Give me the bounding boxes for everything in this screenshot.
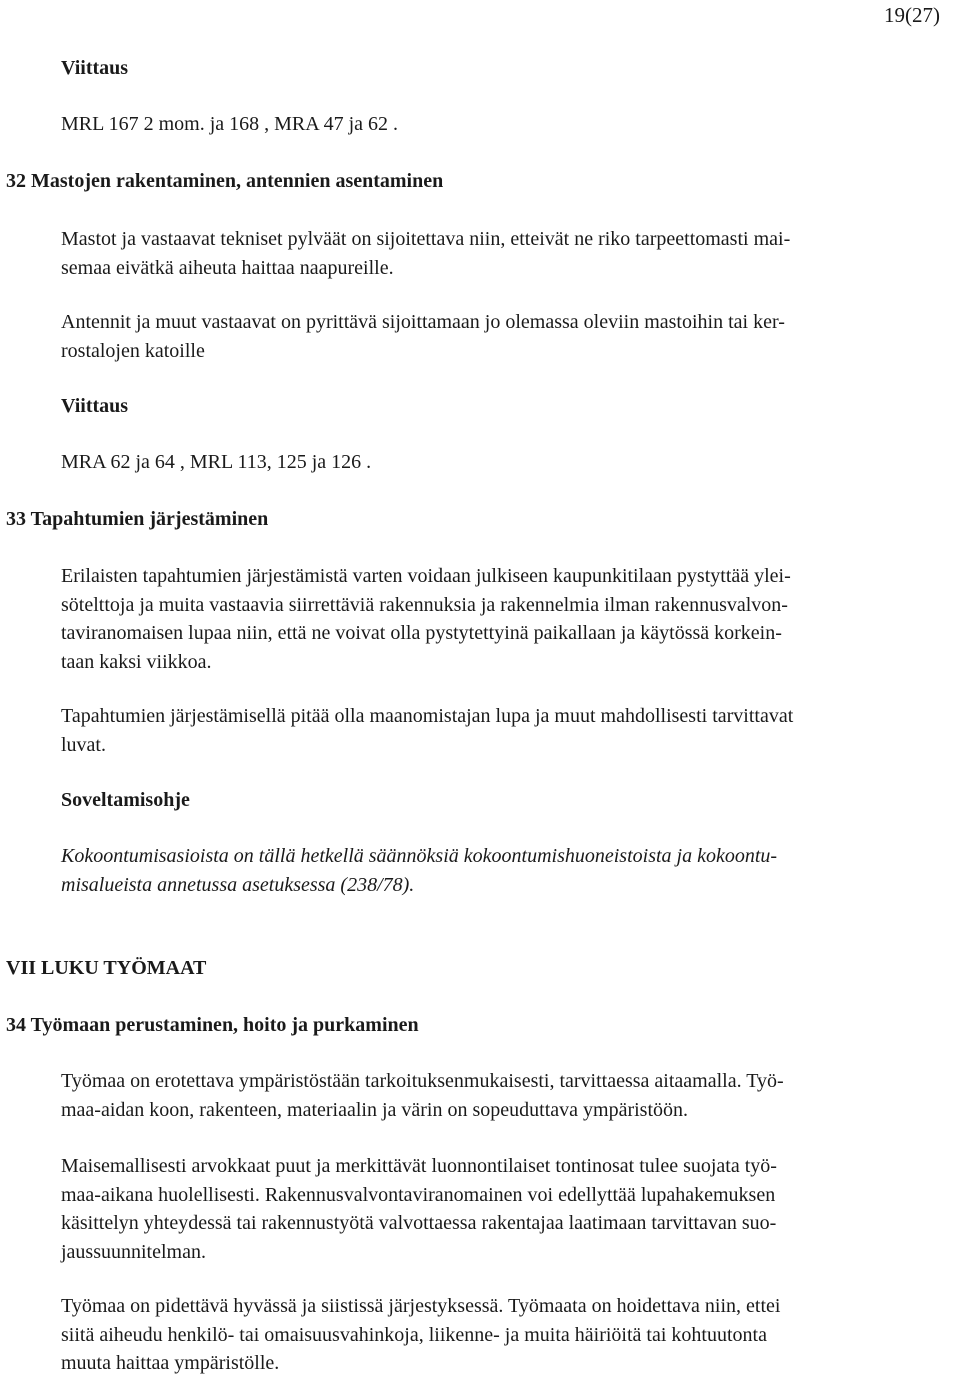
text-line: Soveltamisohje xyxy=(61,789,190,811)
reference-text xyxy=(61,448,371,477)
guidance-label xyxy=(61,786,190,815)
section-33-heading xyxy=(6,505,268,534)
reference-label xyxy=(61,392,128,421)
text-line: Mastot ja vastaavat tekniset pylväät on sijoitettava niin, etteivät ne riko tarpeettomasti mai- xyxy=(61,228,791,250)
text-line: luvat. xyxy=(61,733,106,756)
text-line: semaa eivätkä aiheuta haittaa naapureille. xyxy=(61,256,394,279)
text-line: maa-aidan koon, rakenteen, materiaalin ja värin on sopeuduttava ympäristöön. xyxy=(61,1098,689,1121)
text-line: taan kaksi viikkoa. xyxy=(61,650,212,673)
text-line: misalueista annetussa asetuksessa (238/78). xyxy=(61,873,415,896)
page-number: 19(27) xyxy=(884,3,940,27)
section-33-paragraph-2 xyxy=(61,702,793,759)
text-line: MRA 62 ja 64 , MRL 113, 125 ja 126 . xyxy=(61,451,372,473)
text-line: Viittaus xyxy=(61,395,129,417)
section-32-paragraph-1 xyxy=(61,225,790,282)
section-32-heading xyxy=(6,167,443,196)
section-34-paragraph-3 xyxy=(61,1292,780,1378)
text-line: rostalojen katoille xyxy=(61,339,205,362)
text-line: käsittelyn yhteydessä tai rakennustyötä valvottaessa rakentajaa laatimaan tarvittavan suo- xyxy=(61,1212,777,1234)
text-line: 33 Tapahtumien järjestäminen xyxy=(6,508,269,530)
reference-label xyxy=(61,54,128,83)
section-33-paragraph-1 xyxy=(61,562,791,676)
section-34-heading xyxy=(6,1011,419,1040)
text-line: Maisemallisesti arvokkaat puut ja merkittävät luonnontilaiset tontinosat tulee suojata työ- xyxy=(61,1155,777,1177)
text-line: sötelttoja ja muita vastaavia siirrettäviä rakennuksia ja rakennelmia ilman rakennusvalvon- xyxy=(61,593,788,616)
section-34-paragraph-1 xyxy=(61,1067,784,1124)
text-line: 32 Mastojen rakentaminen, antennien asentaminen xyxy=(6,170,444,192)
text-line: siitä aiheudu henkilö- tai omaisuusvahinkoja, liikenne- ja muita häiriöitä tai kohtuutonta xyxy=(61,1323,767,1346)
text-line: Kokoontumisasioista on tällä hetkellä säännöksiä kokoontumishuoneistoista ja kokoontu- xyxy=(61,845,778,867)
text-line: Työmaa on erotettava ympäristöstään tarkoituksenmukaisesti, tarvittaessa aitaamalla. Työ- xyxy=(61,1070,784,1092)
chapter-heading xyxy=(6,954,206,983)
reference-text xyxy=(61,110,398,139)
text-line: Työmaa on pidettävä hyvässä ja siistissä järjestyksessä. Työmaata on hoidettava niin, ettei xyxy=(61,1295,781,1317)
text-line: taviranomaisen lupaa niin, että ne voivat olla pystytettyinä paikallaan ja käytössä korkein- xyxy=(61,622,782,644)
text-line: 34 Työmaan perustaminen, hoito ja purkaminen xyxy=(6,1014,419,1036)
text-line: Viittaus xyxy=(61,57,129,79)
text-line: VII LUKU TYÖMAAT xyxy=(6,957,207,979)
section-32-paragraph-2 xyxy=(61,308,785,365)
text-line: jaussuunnitelman. xyxy=(61,1240,206,1263)
section-34-paragraph-2 xyxy=(61,1152,777,1266)
text-line: Tapahtumien järjestämisellä pitää olla maanomistajan lupa ja muut mahdollisesti tarvittavat xyxy=(61,705,794,727)
text-line: maa-aikana huolellisesti. Rakennusvalvontaviranomainen voi edellyttää lupahakemuksen xyxy=(61,1183,776,1206)
text-line: Erilaisten tapahtumien järjestämistä varten voidaan julkiseen kaupunkitilaan pystyttää ylei- xyxy=(61,565,791,587)
guidance-text xyxy=(61,842,777,899)
text-line: MRL 167 2 mom. ja 168 , MRA 47 ja 62 . xyxy=(61,113,399,135)
text-line: Antennit ja muut vastaavat on pyrittävä sijoittamaan jo olemassa oleviin mastoihin tai ker- xyxy=(61,311,785,333)
text-line: muuta haittaa ympäristölle. xyxy=(61,1352,280,1374)
